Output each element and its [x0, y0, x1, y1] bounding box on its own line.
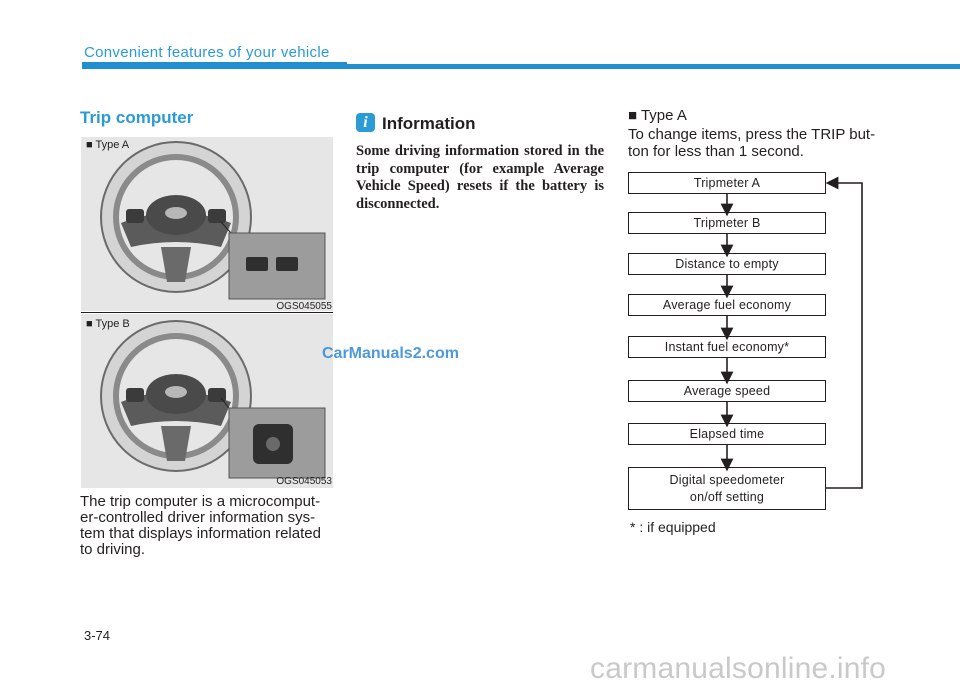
figure-a-type-label: ■ Type A: [86, 139, 130, 151]
steering-wheel-figure-a: [81, 137, 333, 311]
steering-wheel-a-illustration: [81, 137, 333, 311]
carmanuals-watermark: CarManuals2.com: [322, 345, 459, 362]
section-title: Convenient features of your vehicle: [84, 44, 330, 61]
steering-wheel-figure-b: [81, 314, 333, 488]
figure-b-type-label: ■ Type B: [86, 318, 130, 330]
flow-box-digital-speedometer: Digital speedometer on/off setting: [628, 467, 826, 510]
type-a-heading: ■ Type A: [628, 107, 687, 124]
info-icon: i: [356, 113, 375, 132]
flow-box-elapsed-time: Elapsed time: [628, 423, 826, 445]
figure-b-code: OGS045053: [276, 476, 332, 487]
page-number: 3-74: [84, 628, 111, 643]
flow-box-instant-fuel-economy: Instant fuel economy*: [628, 336, 826, 358]
flow-return-arrow: [826, 183, 862, 488]
figure-divider: [81, 312, 333, 313]
figure-a-code: OGS045055: [276, 301, 332, 312]
site-watermark: carmanualsonline.info: [590, 652, 887, 685]
information-title: Information: [382, 114, 476, 133]
flow-box-distance-to-empty: Distance to empty: [628, 253, 826, 275]
steering-wheel-b-illustration: [81, 314, 333, 488]
flow-box-tripmeter-a: Tripmeter A: [628, 172, 826, 194]
trip-computer-description: The trip computer is a microcomput-er-controlled driver information sys-tem that displays information related to driving.: [80, 493, 321, 558]
flow-connectors: [600, 160, 880, 520]
flow-box-tripmeter-b: Tripmeter B: [628, 212, 826, 234]
footnote-if-equipped: * : if equipped: [630, 519, 716, 535]
header-rule-tab: [82, 62, 347, 69]
flow-box-average-speed: Average speed: [628, 380, 826, 402]
type-a-description: To change items, press the TRIP but-ton for less than 1 second.: [628, 126, 876, 160]
flow-box-average-fuel-economy: Average fuel economy: [628, 294, 826, 316]
information-text: Some driving information stored in the trip computer (for example Average Vehicle Speed) resets if the battery is disconnected.: [356, 143, 604, 212]
trip-computer-heading: Trip computer: [80, 108, 194, 127]
